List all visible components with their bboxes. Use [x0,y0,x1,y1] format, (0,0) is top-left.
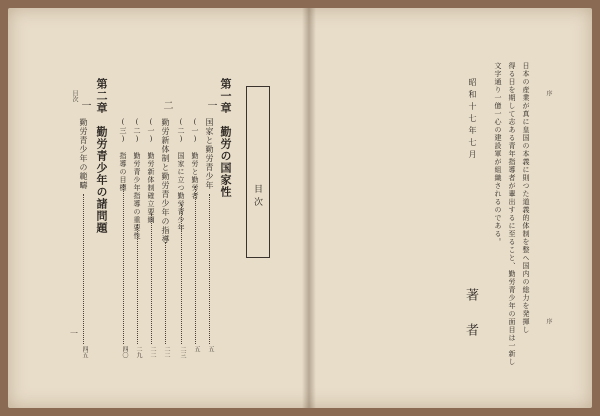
preface-folio: 序 [545,90,552,96]
book-spread [8,8,592,408]
ch2-section1-number: 一 [79,100,90,111]
toc-item-page: 二九 [135,346,142,358]
preface-bottom-folio: 序 [545,318,552,324]
preface-line: 得る日を期して志ある青年指導者が輩出するに至ること、勤労青少年の面目は一新し [508,62,516,366]
toc-title-box [246,86,270,258]
toc-item: (三) 指導の目標 [119,118,127,192]
section2-page: 二二 [163,346,170,358]
toc-item-leader [137,224,138,344]
toc-item: (一) 勤労新体制確立要綱 [147,118,155,224]
preface-line: 日本の産業が真に皇国の本義に則つた道義的体制を整へ国内の総力を発揮し [522,62,530,334]
ch2-section1-title: 勤労青少年の範疇 [79,118,88,190]
section1-page: 五 [207,346,214,352]
toc-title: 目次 [252,184,262,210]
section2-title: 勤労新体制と勤労青少年の指導 [161,118,170,244]
section2-number: 二 [161,100,172,111]
chapter2-heading: 第二章 勤労青少年の諸問題 [95,78,108,234]
section2-leader [165,242,166,344]
left-folio: 目次 [71,90,78,102]
preface-date: 昭和十七年七月 [468,78,477,162]
section1-number: 一 [205,100,216,111]
toc-item-leader [151,214,152,344]
bottom-page-mark: 一 [70,329,78,338]
toc-item-page: 二二 [149,346,156,358]
section1-title: 国家と勤労青少年 [205,118,214,190]
toc-page [8,8,308,408]
toc-item: (二) 勤労青少年指導の重要性 [133,118,141,240]
preface-line: 文字通り一億一心の建設軍が組織されるのである。 [494,62,502,246]
preface-author: 著者 [463,288,478,358]
ch2-section1-leader [83,194,84,344]
toc-item: (一) 勤労と勤労者 [191,118,199,200]
toc-item-page: 四〇 [121,346,128,358]
toc-item-page: 二三 [179,346,186,358]
toc-item-leader [181,204,182,344]
ch2-section1-page: 四五 [81,346,88,358]
preface-page [312,8,592,408]
section1-leader [209,194,210,344]
chapter1-heading: 第一章 勤労の国家性 [219,78,232,198]
toc-item: (二) 国家に立つ勤労青少年 [177,118,185,232]
toc-item-page: 五 [193,346,200,352]
toc-item-leader [123,184,124,344]
toc-item-leader [195,186,196,344]
